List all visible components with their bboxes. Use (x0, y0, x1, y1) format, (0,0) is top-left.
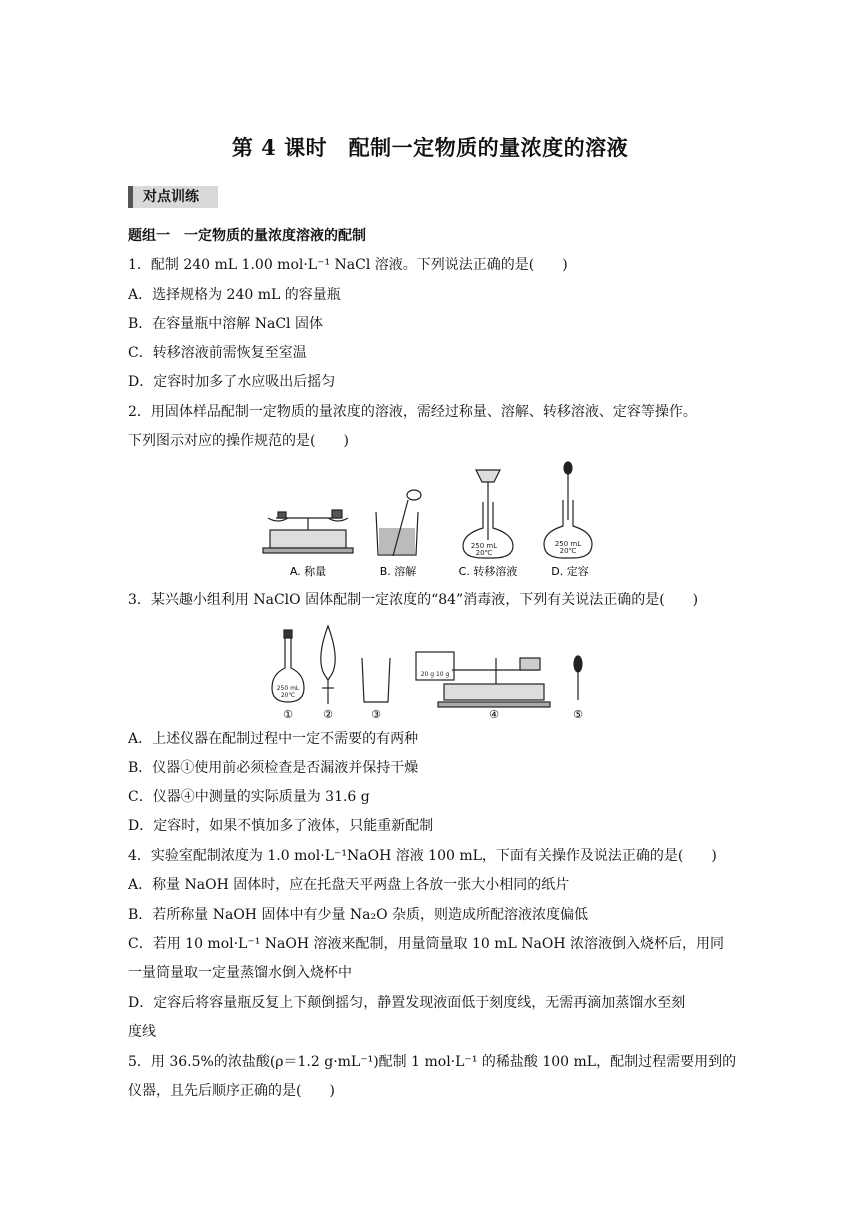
q3-stem: 3．某兴趣小组利用 NaClO 固体配制一定浓度的“84”消毒液，下列有关说法正确的是( ) (128, 592, 699, 608)
weights-label: 20 g 10 g (420, 671, 450, 678)
fig-label-c: C. 转移溶液 (458, 565, 518, 578)
q1-option-d: D．定容时加多了水应吸出后摇匀 (128, 374, 336, 390)
flask-label-d2: 20℃ (559, 547, 577, 555)
q4-option-c-line2: 一量筒量取一定量蒸馏水倒入烧杯中 (128, 965, 352, 981)
flask-label-2: 20℃ (280, 692, 296, 699)
q4-option-a: A．称量 NaOH 固体时，应在托盘天平两盘上各放一张大小相同的纸片 (128, 877, 570, 893)
q4-stem: 4．实验室配制浓度为 1.0 mol·L⁻¹NaOH 溶液 100 mL，下面有关操作及说法正确的是( ) (128, 848, 717, 864)
separatory-funnel-icon (321, 626, 335, 704)
section-tag: 对点训练 (128, 186, 218, 208)
fig-label-b: B. 溶解 (379, 565, 417, 578)
balance-icon (263, 510, 353, 553)
q1-stem: 1．配制 240 mL 1.00 mol·L⁻¹ NaCl 溶液。下列说法正确的是( ) (128, 257, 568, 273)
q4-option-c-line1: C．若用 10 mol·L⁻¹ NaOH 溶液来配制，用量筒量取 10 mL NaOH 浓溶液倒入烧杯后，用同 (128, 936, 725, 952)
q1-option-b: B．在容量瓶中溶解 NaCl 固体 (128, 316, 323, 332)
q2-stem-line1: 2．用固体样品配制一定物质的量浓度的溶液，需经过称量、溶解、转移溶液、定容等操作。 (128, 404, 697, 420)
q1-option-a: A．选择规格为 240 mL 的容量瓶 (128, 287, 341, 303)
fig-num-4: ④ (489, 708, 499, 721)
q4-option-d-line1: D．定容后将容量瓶反复上下颠倒摇匀，静置发现液面低于刻度线，无需再滴加蒸馏水至刻 (128, 995, 686, 1011)
group-heading: 题组一 一定物质的量浓度溶液的配制 (128, 228, 366, 244)
flask-label-1: 250 mL (276, 685, 300, 692)
fig-label-d: D. 定容 (551, 565, 589, 578)
flask-label-d1: 250 mL (554, 540, 582, 548)
q5-stem-line2: 仪器，且先后顺序正确的是( ) (128, 1083, 335, 1099)
q2-stem-line2: 下列图示对应的操作规范的是( ) (128, 433, 349, 449)
q1-option-c: C．转移溶液前需恢复至室温 (128, 345, 307, 361)
q3-option-b: B．仪器①使用前必须检查是否漏液并保持干燥 (128, 760, 419, 776)
dropper-icon (574, 656, 582, 700)
fig-num-5: ⑤ (573, 708, 583, 721)
q2-figure (258, 460, 610, 580)
q3-figure (268, 618, 598, 722)
fig-num-1: ① (283, 708, 293, 721)
q5-stem-line1: 5．用 36.5%的浓盐酸(ρ＝1.2 g·mL⁻¹)配制 1 mol·L⁻¹ 的稀盐酸 100 mL，配制过程需要用到的 (128, 1054, 737, 1070)
beaker-icon (376, 490, 421, 556)
balance-icon (416, 652, 550, 707)
page-title: 第 4 课时 配制一定物质的量浓度的溶液 (231, 135, 629, 160)
q3-option-c: C．仪器④中测量的实际质量为 31.6 g (128, 789, 370, 805)
fig-num-3: ③ (371, 708, 381, 721)
flask-label-c1: 250 mL (470, 542, 498, 550)
q3-option-a: A．上述仪器在配制过程中一定不需要的有两种 (128, 731, 419, 747)
fig-label-a: A. 称量 (289, 565, 327, 578)
q3-option-d: D．定容时，如果不慎加多了液体，只能重新配制 (128, 818, 434, 834)
q4-option-d-line2: 度线 (128, 1024, 156, 1040)
fig-num-2: ② (323, 708, 333, 721)
flask-label-c2: 20℃ (475, 549, 493, 557)
beaker-icon (362, 658, 390, 702)
q4-option-b: B．若所称量 NaOH 固体中有少量 Na₂O 杂质，则造成所配溶液浓度偏低 (128, 907, 589, 923)
